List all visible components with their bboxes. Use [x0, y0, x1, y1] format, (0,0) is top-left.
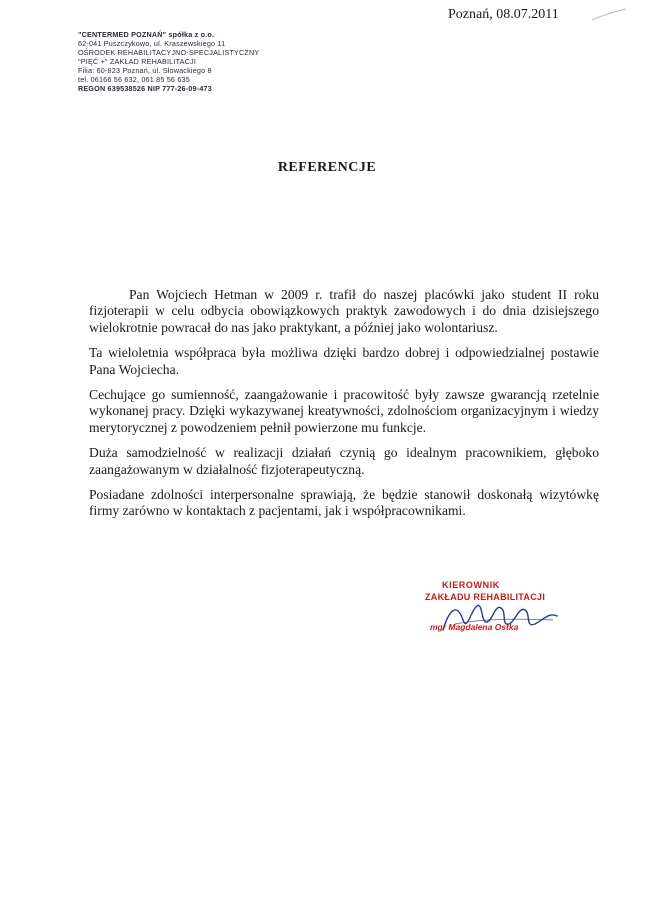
company-stamp — [78, 30, 260, 93]
handwritten-signature — [435, 590, 565, 638]
stamp-line-phone: tel. 06166 56 632, 061 85 56 635 — [78, 75, 190, 84]
paragraph-1: Pan Wojciech Hetman w 2009 r. trafił do naszej placówki jako student II roku fizjoterapii w celu odbycia obowiązkowych praktyk zawodowych i do dnia dzisiejszego wielokrotnie powracał do nas jako praktykant, a później jako wolontariusz. — [89, 287, 599, 335]
stamp-line-ids: REGON 639538526 NIP 777-26-09-473 — [78, 84, 212, 93]
stamp-line-company: "CENTERMED POZNAŃ" spółka z o.o. — [78, 30, 215, 39]
corner-mark — [590, 6, 630, 26]
document-title: REFERENCJE — [277, 160, 377, 175]
paragraph-2: Ta wieloletnia współpraca była możliwa dzięki bardzo dobrej i odpowiedzialnej postawie Pana Wojciecha. — [89, 345, 599, 377]
stamp-line-unit: "PIĘĆ +" ZAKŁAD REHABILITACJI — [78, 57, 197, 66]
document-date: Poznań, 08.07.2011 — [448, 7, 559, 22]
paragraph-5: Posiadane zdolności interpersonalne sprawiają, że będzie stanowił doskonałą wizytówkę firmy zarówno w kontaktach z pacjentami, jak i współpracownikami. — [89, 487, 599, 519]
stamp-line-branch: Filia: 60-823 Poznań, ul. Słowackiego 8 — [78, 66, 212, 75]
stamp-line-address: 62-041 Puszczykowo, ul. Kraszewskiego 11 — [78, 39, 226, 48]
stamp-line-center: OŚRODEK REHABILITACYJNO-SPECJALISTYCZNY — [78, 48, 260, 57]
paragraph-4: Duża samodzielność w realizacji działań czynią go idealnym pracownikiem, głęboko zaangażowanym w działalność fizjoterapeutyczną. — [89, 445, 599, 477]
signature-position: KIEROWNIK — [442, 580, 500, 590]
signature-name: mgr Magdalena Ostka — [430, 622, 519, 632]
signature-department: ZAKŁADU REHABILITACJI — [425, 592, 546, 602]
paragraph-3: Cechujące go sumienność, zaangażowanie i pracowitość były zawsze gwarancją rzetelnie wykonanej pracy. Dzięki wykazywanej kreatywności, zdolnościom organizacyjnym i wiedzy merytorycznej z powodzeniem pełnił powierzone mu funkcje. — [89, 387, 599, 435]
document-body — [89, 287, 599, 529]
signature-block — [420, 580, 590, 650]
